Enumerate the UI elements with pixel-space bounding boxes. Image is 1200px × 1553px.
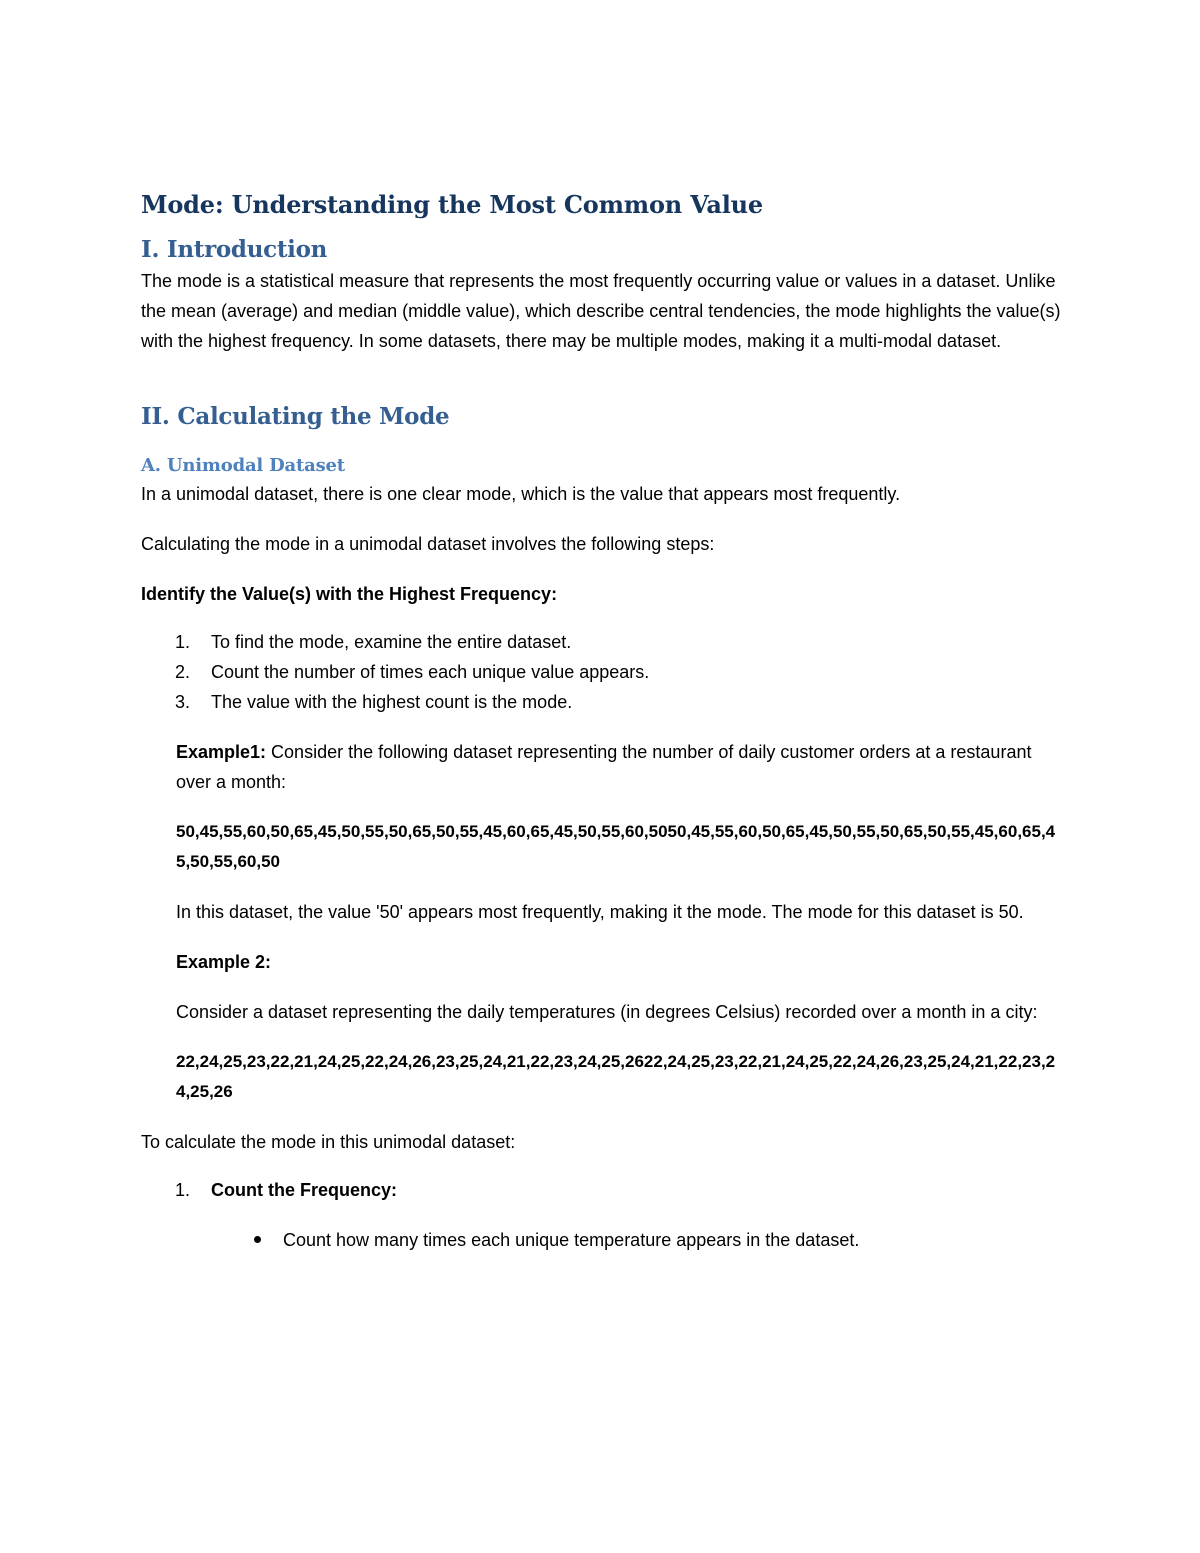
unimodal-paragraph: In a unimodal dataset, there is one clear mode, which is the value that appears most frequently. <box>141 484 901 504</box>
example1-text: Consider the following dataset representing the number of daily customer orders at a restaurant over a month: <box>176 742 1032 792</box>
example2-paragraph: Consider a dataset representing the daily temperatures (in degrees Celsius) recorded over a month in a city: <box>176 1002 1038 1022</box>
example2-dataset: 22,24,25,23,22,21,24,25,22,24,26,23,25,24,21,22,23,24,25,2622,24,25,23,22,21,24,25,22,24,26,23,25,24,21,22,23,24,25,26 <box>176 1052 1056 1101</box>
bullet-text: Count how many times each unique temperature appears in the dataset. <box>283 1230 860 1250</box>
steps-intro-paragraph: Calculating the mode in a unimodal dataset involves the following steps: <box>141 534 715 554</box>
subheading-unimodal: A. Unimodal Dataset <box>141 455 345 476</box>
steps-heading: Identify the Value(s) with the Highest Frequency: <box>141 584 558 604</box>
list-item-text: Count the number of times each unique value appears. <box>211 662 650 682</box>
example1-dataset: 50,45,55,60,50,65,45,50,55,50,65,50,55,45,60,65,45,50,55,60,5050,45,55,60,50,65,45,50,55,50,65,50,55,45,60,65,45,50,55,60,50 <box>176 822 1056 871</box>
list-item-text: To find the mode, examine the entire dataset. <box>211 632 572 652</box>
heading-introduction: I. Introduction <box>141 236 328 263</box>
list-number: 1. <box>175 1180 191 1200</box>
example2-label: Example 2: <box>176 952 272 972</box>
list-item-text: The value with the highest count is the mode. <box>211 692 573 712</box>
list-item <box>141 687 1066 717</box>
example1-conclusion: In this dataset, the value '50' appears most frequently, making it the mode. The mode for this dataset is 50. <box>176 902 1024 922</box>
bullet-item <box>141 1225 1066 1255</box>
example1-label: Example1: <box>176 742 267 762</box>
list-number: 2. <box>175 662 191 682</box>
example1-paragraph <box>176 737 1066 797</box>
list-item <box>141 627 1066 657</box>
document-page <box>141 188 1066 1255</box>
document-title: Mode: Understanding the Most Common Value <box>141 190 763 219</box>
list-number: 3. <box>175 692 191 712</box>
list-item <box>141 657 1066 687</box>
list-number: 1. <box>175 632 191 652</box>
intro-paragraph: The mode is a statistical measure that represents the most frequently occurring value or values in a dataset. Unlike the mean (average) and median (middle value), which describe central tendencies, the mode highlights the value(s) with the highest frequency. In some datasets, there may be multiple modes, making it a multi-modal dataset. <box>141 271 1061 351</box>
bullet-icon <box>254 1236 261 1243</box>
list-item <box>141 1175 1066 1205</box>
bullet-list <box>141 1225 1066 1255</box>
to-calc-paragraph: To calculate the mode in this unimodal dataset: <box>141 1132 516 1152</box>
steps-list <box>141 627 1066 717</box>
list-item-text: Count the Frequency: <box>211 1180 398 1200</box>
heading-calculating-mode: II. Calculating the Mode <box>141 403 450 430</box>
calc-steps-list <box>141 1175 1066 1205</box>
